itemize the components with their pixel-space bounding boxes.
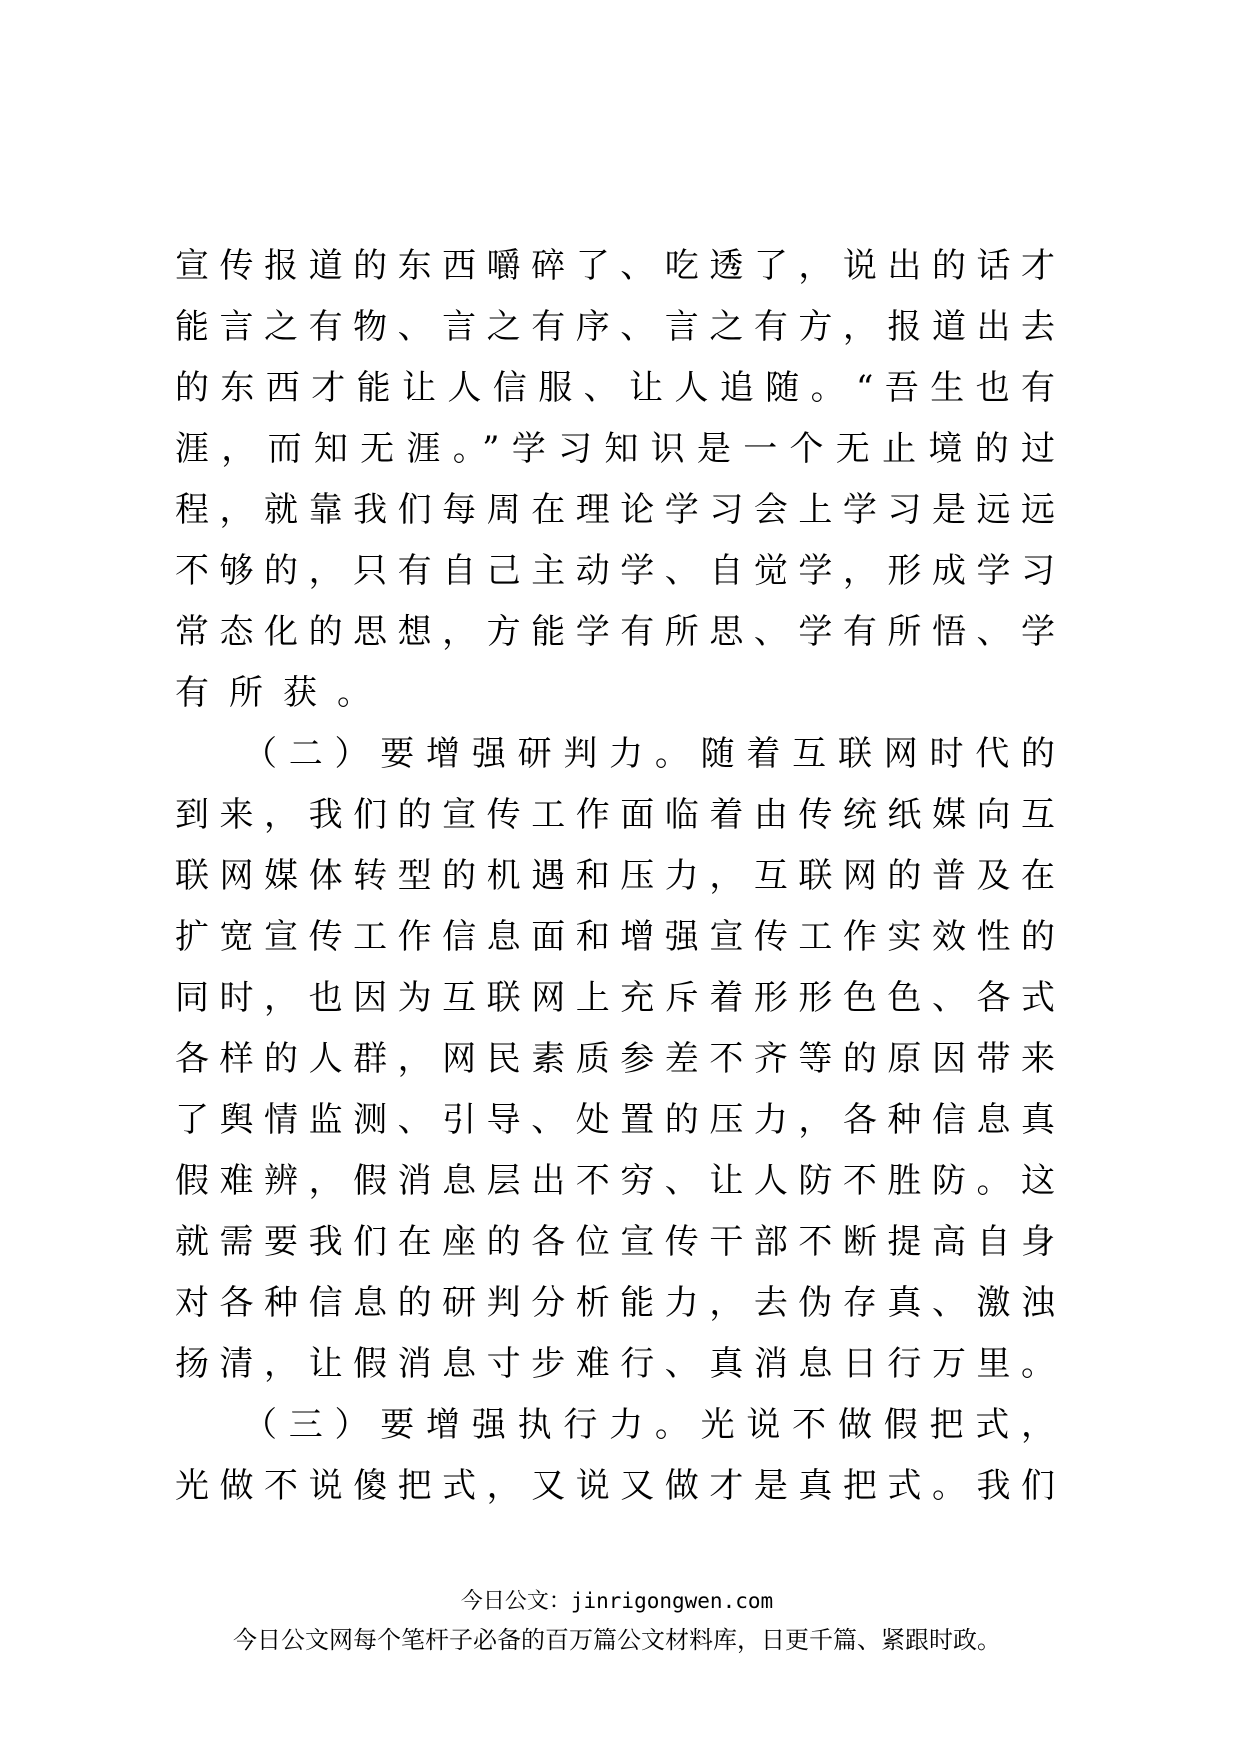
- text-line: 涯，而知无涯。”学习知识是一个无止境的过: [175, 429, 1055, 469]
- text-line: 各样的人群，网民素质参差不齐等的原因带来: [175, 1039, 1055, 1079]
- text-line: 联网媒体转型的机遇和压力，互联网的普及在: [175, 856, 1055, 896]
- text-line: 有所获。: [175, 673, 391, 713]
- text-line: 就需要我们在座的各位宣传干部不断提高自身: [175, 1222, 1055, 1262]
- text-line: 常态化的思想，方能学有所思、学有所悟、学: [175, 612, 1055, 652]
- body-text: [175, 236, 1055, 1517]
- text-line: 的东西才能让人信服、让人追随。“吾生也有: [175, 368, 1055, 408]
- footer-site-label: 今日公文：: [460, 1589, 571, 1614]
- text-line: 能言之有物、言之有序、言之有方，报道出去: [175, 307, 1055, 347]
- text-line: 到来，我们的宣传工作面临着由传统纸媒向互: [175, 795, 1055, 835]
- text-line: 宣传报道的东西嚼碎了、吃透了，说出的话才: [175, 246, 1055, 286]
- text-line: 同时，也因为互联网上充斥着形形色色、各式: [175, 978, 1055, 1018]
- text-line: 对各种信息的研判分析能力，去伪存真、激浊: [175, 1283, 1055, 1323]
- text-line: （三）要增强执行力。光说不做假把式，: [243, 1405, 1055, 1445]
- text-line: 不够的，只有自己主动学、自觉学，形成学习: [175, 551, 1055, 591]
- text-line: 扬清，让假消息寸步难行、真消息日行万里。: [175, 1344, 1055, 1384]
- text-line: （二）要增强研判力。随着互联网时代的: [243, 734, 1055, 774]
- text-line: 了舆情监测、引导、处置的压力，各种信息真: [175, 1100, 1055, 1140]
- text-line: 程，就靠我们每周在理论学习会上学习是远远: [175, 490, 1055, 530]
- footer-site-link[interactable]: jinrigongwen.com: [570, 1589, 774, 1613]
- text-line: 光做不说傻把式，又说又做才是真把式。我们: [175, 1466, 1055, 1506]
- text-line: 扩宽宣传工作信息面和增强宣传工作实效性的: [175, 917, 1055, 957]
- text-line: 假难辨，假消息层出不穷、让人防不胜防。这: [175, 1161, 1055, 1201]
- footer-slogan: 今日公文网每个笔杆子必备的百万篇公文材料库，日更千篇、紧跟时政。: [233, 1626, 1001, 1654]
- footer-source: [0, 1586, 1234, 1617]
